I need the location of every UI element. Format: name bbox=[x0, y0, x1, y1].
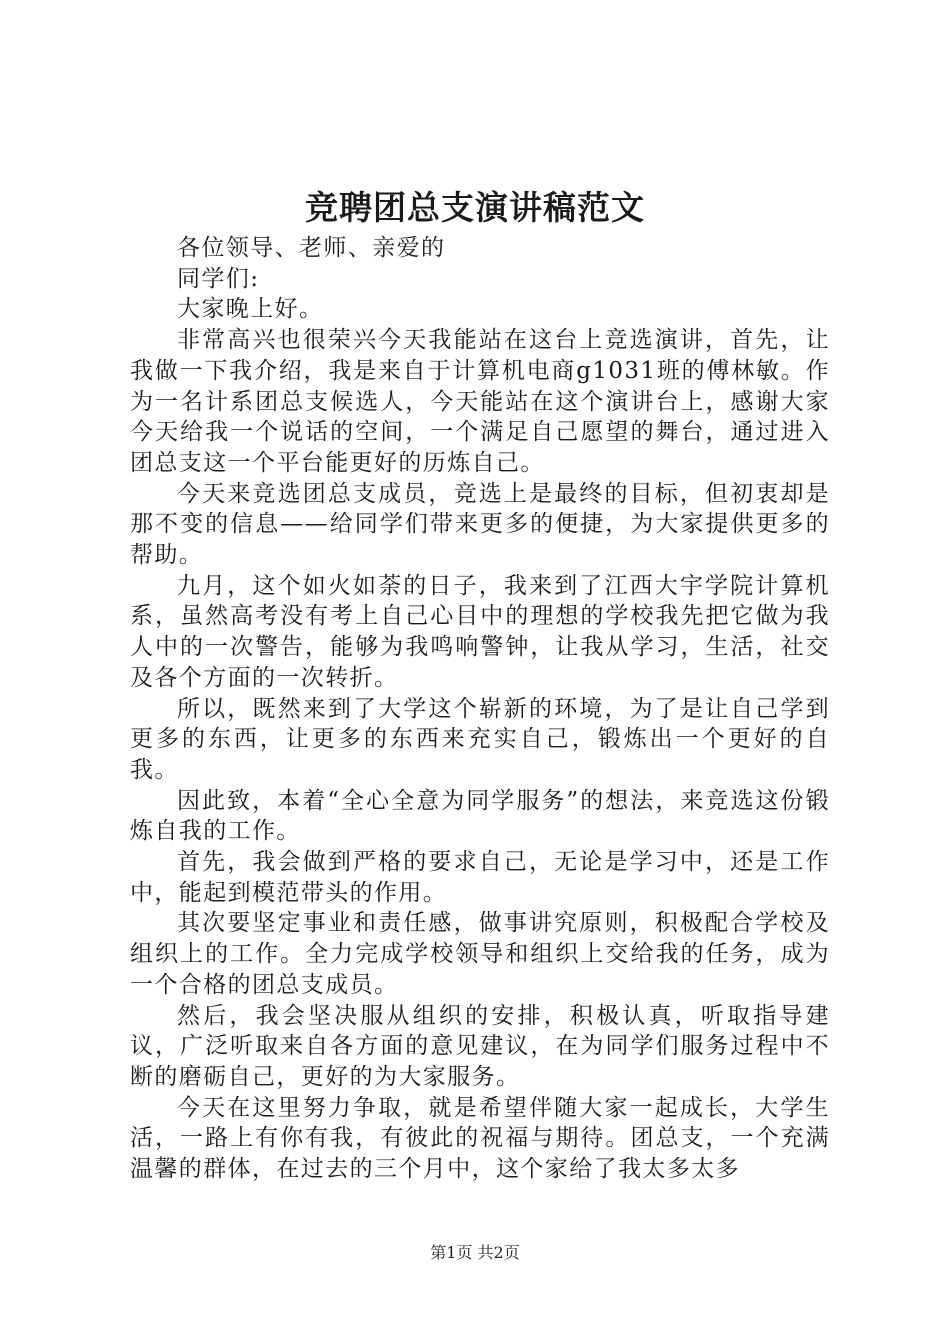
paragraph-introduction: 非常高兴也很荣兴今天我能站在这台上竞选演讲，首先，让我做一下我介绍，我是来自于计算机电商g1031班的傅林敏。作为一名计系团总支候选人，今天能站在这个演讲台上，感谢大家今天给我一个说话的空间，一个满足自己愿望的舞台，通过进入团总支这一个平台能更好的历炼自己。 bbox=[130, 327, 830, 476]
document-title: 竞聘团总支演讲稿范文 bbox=[305, 188, 645, 227]
paragraph-september: 九月，这个如火如荼的日子，我来到了江西大宇学院计算机系，虽然高考没有考上自己心目中的理想的学校我先把它做为我人中的一次警告，能够为我鸣响警钟，让我从学习，生活，社交及各个方面的一次转折。 bbox=[130, 572, 830, 691]
paragraph-first-commitment: 首先，我会做到严格的要求自己，无论是学习中，还是工作中，能起到模范带头的作用。 bbox=[130, 849, 830, 906]
page-number-footer: 第1页 共2页 bbox=[430, 1243, 520, 1262]
paragraph-salutation: 各位领导、老师、亲爱的 bbox=[177, 235, 446, 261]
paragraph-motivation: 因此致，本着“全心全意为同学服务”的想法，来竞选这份锻炼自我的工作。 bbox=[130, 787, 830, 845]
paragraph-closing: 今天在这里努力争取，就是希望伴随大家一起成长，大学生活，一路上有你有我，有彼此的祝福与期待。团总支，一个充满温馨的群体，在过去的三个月中，这个家给了我太多太多 bbox=[130, 1094, 830, 1183]
paragraph-second-commitment: 其次要坚定事业和责任感，做事讲究原则，积极配合学校及组织上的工作。全力完成学校领导和组织上交给我的任务，成为一个合格的团总支成员。 bbox=[130, 910, 830, 998]
paragraph-salutation-cont: 同学们: bbox=[177, 265, 260, 292]
paragraph-new-environment: 所以，既然来到了大学这个崭新的环境，为了是让自己学到更多的东西，让更多的东西来充实自己，锻炼出一个更好的自我。 bbox=[130, 695, 830, 783]
paragraph-third-commitment: 然后，我会坚决服从组织的安排，积极认真，听取指导建议，广泛听取来自各方面的意见建议，在为同学们服务过程中不断的磨砺自己，更好的为大家服务。 bbox=[130, 1002, 830, 1090]
document-body bbox=[130, 233, 830, 1185]
paragraph-greeting: 大家晚上好。 bbox=[177, 296, 324, 323]
paragraph-goal: 今天来竞选团总支成员，竞选上是最终的目标，但初衷却是那不变的信息——给同学们带来更多的便捷，为大家提供更多的帮助。 bbox=[130, 480, 830, 569]
